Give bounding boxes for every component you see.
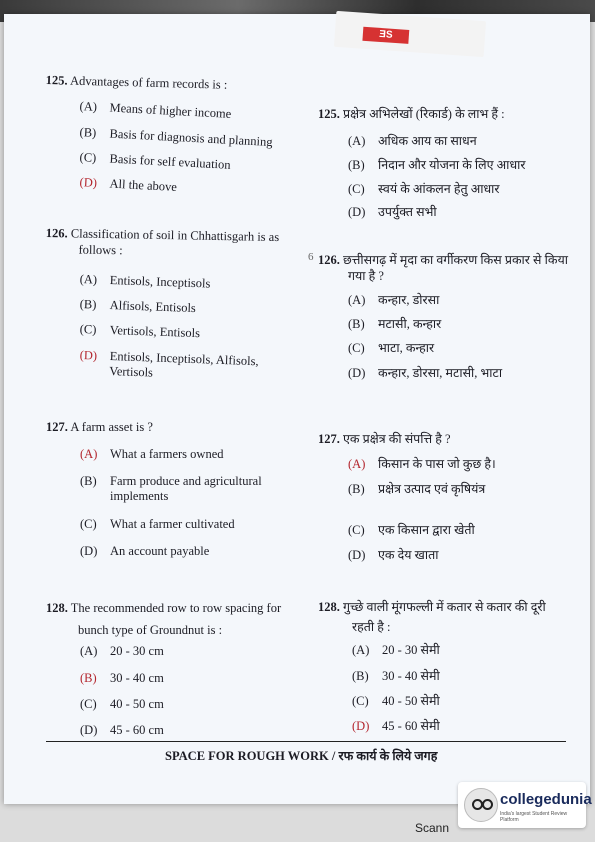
- question-126-en: [45, 225, 279, 261]
- question-number: 128.: [318, 600, 340, 614]
- option-125-c-hi: (C) स्वयं के आंकलन हेतु आधार: [348, 182, 500, 196]
- question-number: 128.: [46, 601, 68, 615]
- option-127-c-en: (C) What a farmer cultivated: [80, 517, 235, 531]
- question-text-cont: गया है ?: [348, 269, 384, 283]
- question-text: The recommended row to row spacing for: [70, 601, 282, 615]
- question-number: 127.: [318, 432, 340, 446]
- margin-mark: 6: [308, 251, 314, 263]
- question-text-cont: follows :: [78, 242, 123, 258]
- option-128-a-hi: (A) 20 - 30 सेमी: [352, 643, 440, 657]
- question-text: प्रक्षेत्र अभिलेखों (रिकार्ड) के लाभ हैं :: [343, 107, 505, 121]
- watermark-logo: [458, 782, 592, 828]
- option-126-d-hi: (D) कन्हार, डोरसा, मटासी, भाटा: [348, 366, 503, 380]
- option-127-a-hi: (A) किसान के पास जो कुछ है।: [348, 457, 496, 471]
- option-128-c-hi: (C) 40 - 50 सेमी: [352, 694, 440, 708]
- question-text: छत्तीसगढ़ में मृदा का वर्गीकरण किस प्रकार से किया: [343, 253, 568, 267]
- option-125-b-hi: (B) निदान और योजना के लिए आधार: [348, 158, 526, 172]
- logo-brand: collegedunia: [500, 791, 592, 808]
- option-128-a-en: (A) 20 - 30 cm: [80, 644, 164, 658]
- footer-divider: [46, 741, 566, 742]
- option-127-d-hi: (D) एक देय खाता: [348, 548, 439, 562]
- question-number: 125.: [318, 107, 340, 121]
- question-text-cont: रहती है :: [352, 620, 391, 634]
- option-125-a-en: (A) Means of higher income: [79, 99, 232, 121]
- question-text: Advantages of farm records is :: [69, 73, 228, 92]
- question-127-en: [46, 419, 153, 435]
- option-125-d-hi: (D) उपर्युक्त सभी: [348, 205, 437, 219]
- question-127-hi: [318, 431, 451, 447]
- option-126-c-en: (C) Vertisols, Entisols: [79, 322, 201, 341]
- question-text-cont: bunch type of Groundnut is :: [78, 623, 223, 637]
- option-127-c-hi: (C) एक किसान द्वारा खेती: [348, 523, 475, 537]
- mascot-icon: [464, 788, 498, 822]
- sticker-label: ƎS: [362, 27, 409, 44]
- scan-watermark: Scann: [415, 821, 450, 835]
- question-number: 126.: [318, 253, 340, 267]
- rough-work-footer: SPACE FOR ROUGH WORK / रफ कार्य के लिये जगह: [165, 749, 438, 763]
- option-127-b-en: (B) Farm produce and agricultural implements: [80, 474, 262, 503]
- option-126-b-en: (B) Alfisols, Entisols: [79, 297, 197, 316]
- question-128-en: [46, 597, 281, 641]
- option-128-d-hi: (D) 45 - 60 सेमी: [352, 719, 440, 733]
- option-126-c-hi: (C) भाटा, कन्हार: [348, 341, 435, 355]
- option-128-d-en: (D) 45 - 60 cm: [80, 723, 164, 737]
- logo-tagline: India's largest Student Review Platform: [500, 811, 568, 823]
- question-text: गुच्छे वाली मूंगफल्ली में कतार से कतार की दूरी: [343, 600, 546, 614]
- question-number: 126.: [45, 225, 68, 241]
- question-128-hi: [318, 597, 546, 637]
- option-128-b-hi: (B) 30 - 40 सेमी: [352, 669, 440, 683]
- option-128-b-en: (B) 30 - 40 cm: [80, 671, 164, 685]
- option-126-b-hi: (B) मटासी, कन्हार: [348, 317, 442, 331]
- option-125-d-en: (D) All the above: [79, 175, 178, 195]
- option-126-a-hi: (A) कन्हार, डोरसा: [348, 293, 440, 307]
- question-text: A farm asset is ?: [70, 420, 153, 434]
- option-127-a-en: (A) What a farmers owned: [80, 447, 224, 461]
- option-126-d-en: (D) Entisols, Inceptisols, Alfisols, Vertisols: [79, 348, 259, 380]
- option-126-a-en: (A) Entisols, Inceptisols: [79, 272, 211, 291]
- option-125-a-hi: (A) अधिक आय का साधन: [348, 134, 477, 148]
- question-126-hi: [318, 252, 568, 284]
- question-number: 127.: [46, 420, 68, 434]
- option-125-c-en: (C) Basis for self evaluation: [79, 150, 231, 172]
- question-text: एक प्रक्षेत्र की संपत्ति है ?: [343, 432, 451, 446]
- option-125-b-en: (B) Basis for diagnosis and planning: [79, 125, 273, 150]
- question-number: 125.: [45, 72, 68, 88]
- option-128-c-en: (C) 40 - 50 cm: [80, 697, 164, 711]
- option-127-b-hi: (B) प्रक्षेत्र उत्पाद एवं कृषियंत्र: [348, 482, 486, 496]
- question-text: Classification of soil in Chhattisgarh is as: [70, 226, 280, 245]
- question-125-hi: [318, 106, 505, 122]
- option-127-d-en: (D) An account payable: [80, 544, 210, 558]
